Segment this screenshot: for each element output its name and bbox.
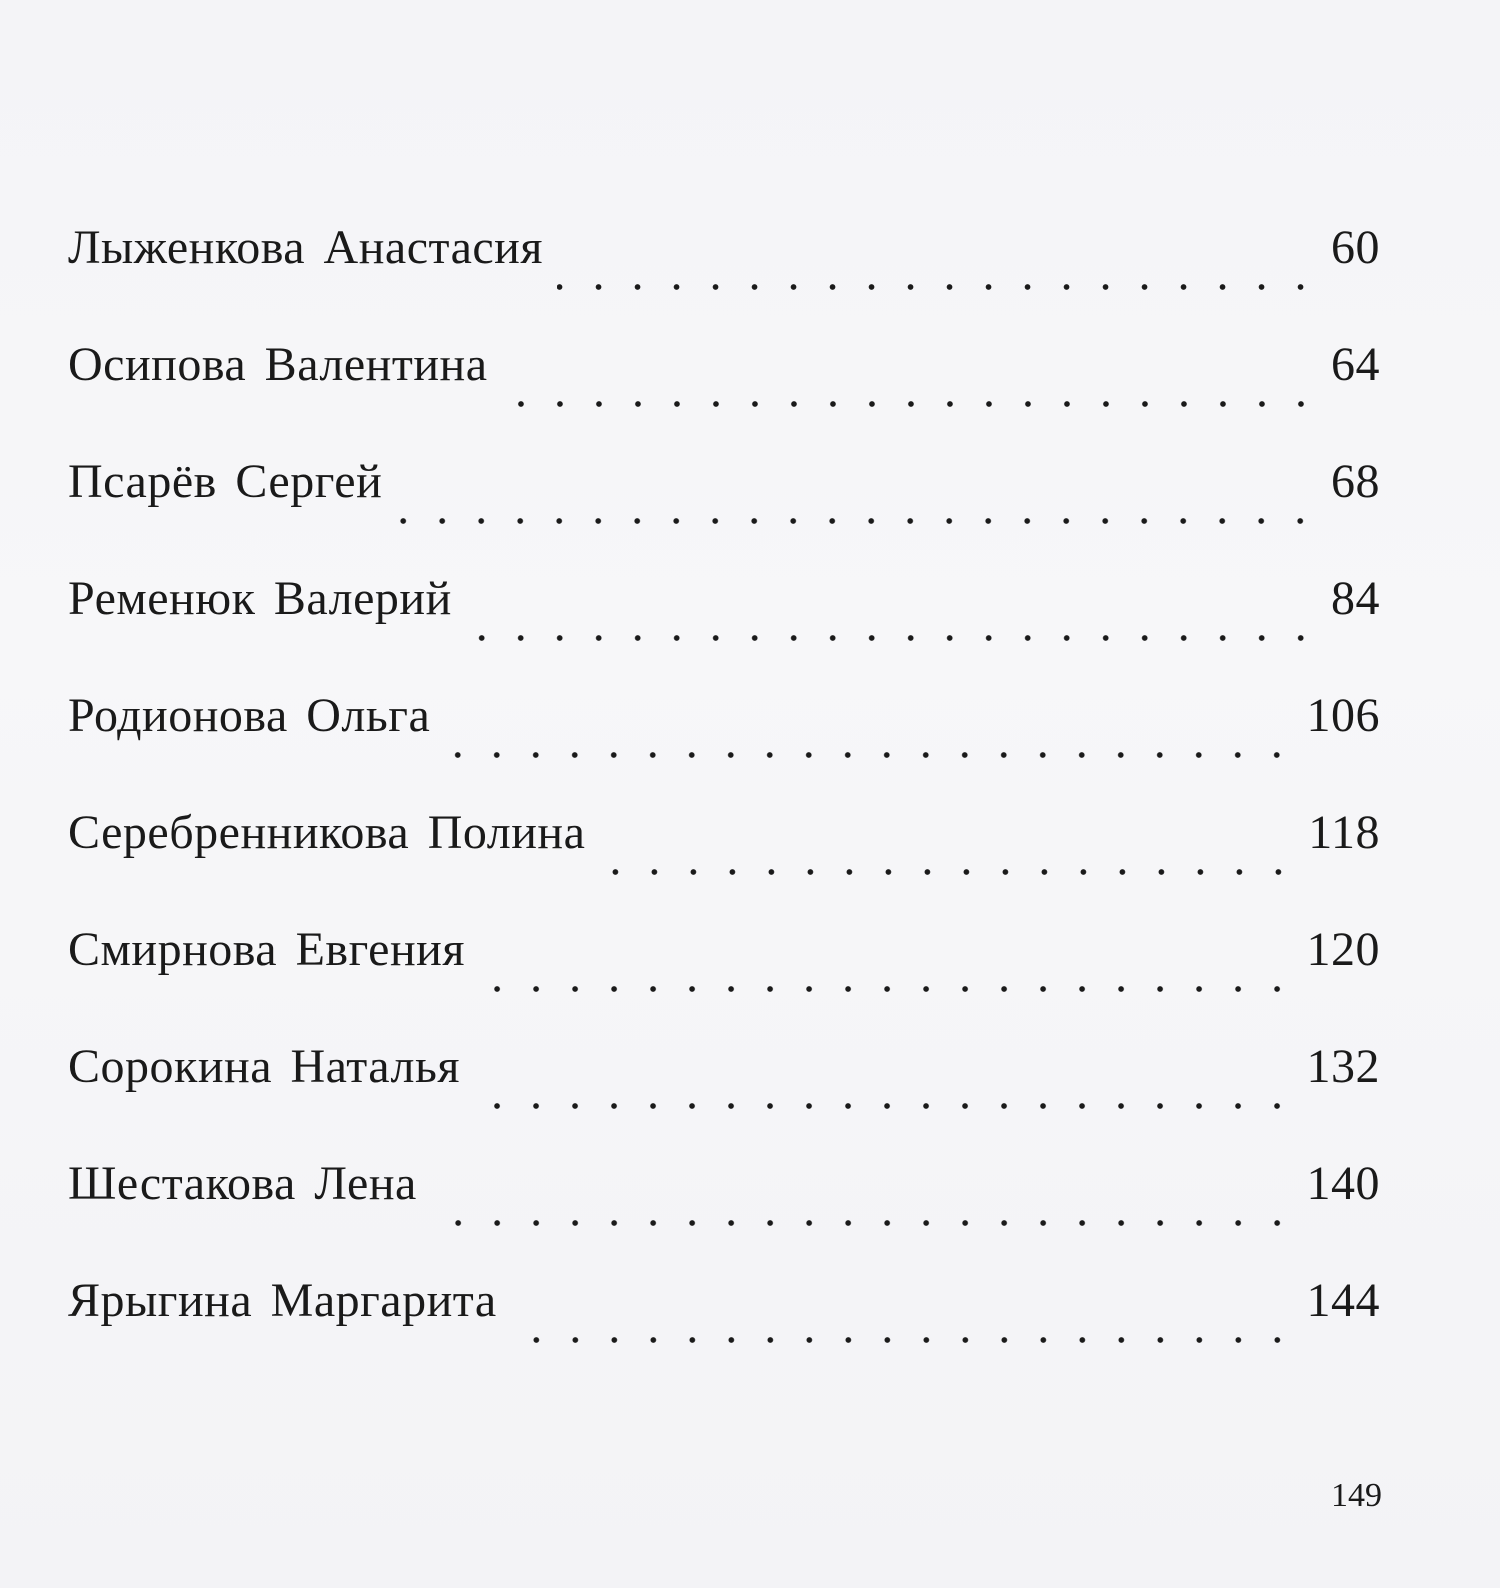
toc-entry-name: Смирнова Евгения — [68, 923, 465, 976]
toc-entry-name: Ременюк Валерий — [68, 572, 452, 625]
toc-entry-page: 64 — [1331, 338, 1380, 391]
toc-entry — [68, 450, 1380, 567]
toc-entry-page: 106 — [1306, 689, 1380, 742]
toc-entry — [68, 1035, 1380, 1152]
toc-entry-name: Псарёв Сергей — [68, 455, 383, 508]
dot-leader — [474, 1102, 1297, 1110]
toc-entry-page: 68 — [1331, 455, 1380, 508]
toc-entry-page: 144 — [1306, 1274, 1380, 1327]
dot-leader — [511, 1336, 1297, 1344]
toc-entry-name: Лыженкова Анастасия — [68, 221, 543, 274]
dot-leader — [599, 868, 1298, 876]
toc-entry-name: Шестакова Лена — [68, 1157, 417, 1210]
toc-entry-name: Ярыгина Маргарита — [68, 1274, 497, 1327]
dot-leader — [479, 985, 1297, 993]
toc-entry — [68, 333, 1380, 450]
toc-entry-page: 84 — [1331, 572, 1380, 625]
toc-entry — [68, 684, 1380, 801]
toc-entry-page: 118 — [1308, 806, 1380, 859]
toc-entry — [68, 1152, 1380, 1269]
toc-entry — [68, 567, 1380, 684]
toc-entry — [68, 918, 1380, 1035]
toc-entry-name: Серебренникова Полина — [68, 806, 586, 859]
table-of-contents — [68, 216, 1380, 1386]
toc-entry-page: 140 — [1306, 1157, 1380, 1210]
toc-entry-name: Родионова Ольга — [68, 689, 431, 742]
dot-leader — [466, 634, 1320, 642]
dot-leader — [502, 400, 1320, 408]
dot-leader — [396, 517, 1320, 525]
toc-entry-page: 132 — [1306, 1040, 1380, 1093]
toc-entry — [68, 1269, 1380, 1386]
dot-leader — [444, 751, 1296, 759]
toc-entry-page: 60 — [1331, 221, 1380, 274]
dot-leader — [431, 1219, 1297, 1227]
toc-entry-page: 120 — [1306, 923, 1380, 976]
dot-leader — [557, 283, 1320, 291]
toc-entry-name: Осипова Валентина — [68, 338, 488, 391]
page-number: 149 — [1331, 1477, 1382, 1514]
toc-entry — [68, 216, 1380, 333]
toc-entry — [68, 801, 1380, 918]
toc-entry-name: Сорокина Наталья — [68, 1040, 460, 1093]
